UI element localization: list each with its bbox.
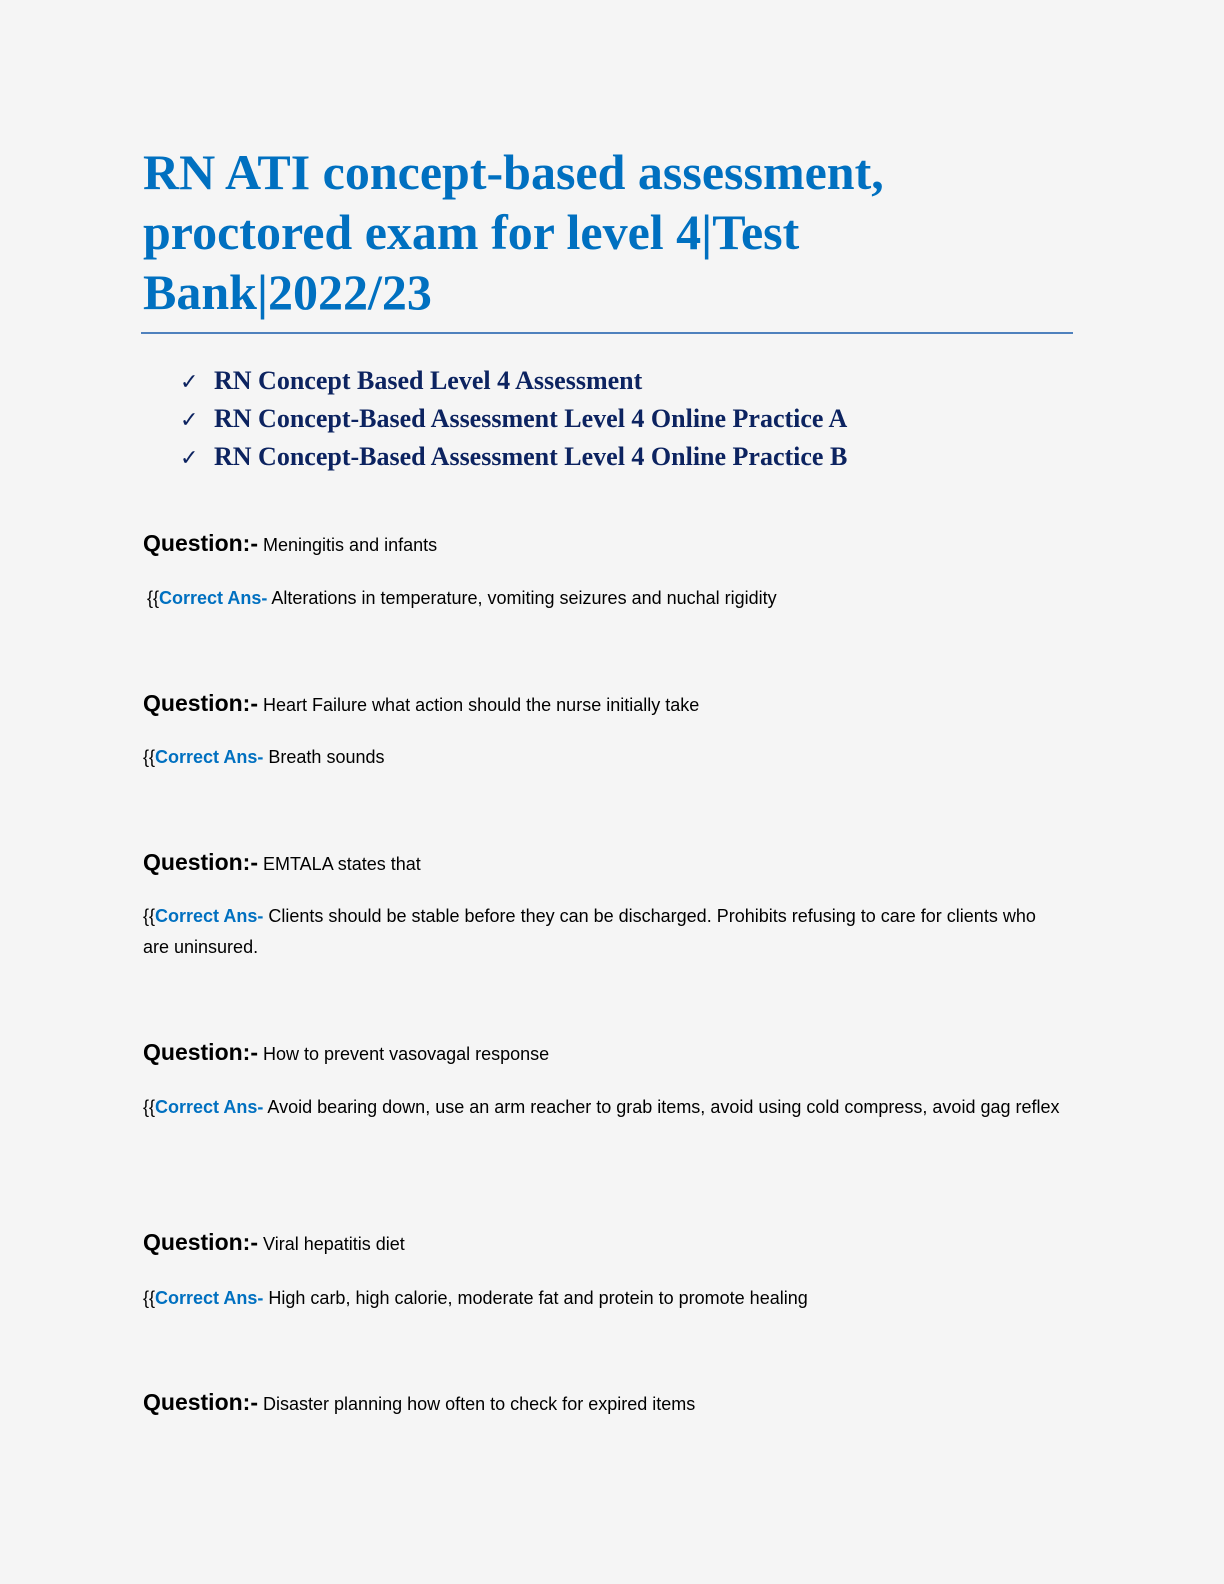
question-text: Disaster planning how often to check for expired items <box>263 1394 696 1414</box>
exam-list <box>180 362 847 476</box>
answer <box>143 742 1063 773</box>
answer-prefix: {{ <box>143 747 156 767</box>
answer <box>143 901 1063 963</box>
question-label: Question:- <box>143 690 258 716</box>
answer-label: Correct Ans- <box>155 747 264 767</box>
question-label: Question:- <box>143 1389 258 1415</box>
list-item-label: RN Concept-Based Assessment Level 4 Online Practice B <box>214 442 848 471</box>
question-label: Question:- <box>143 849 258 875</box>
answer <box>143 1283 1063 1314</box>
question-text: Meningitis and infants <box>263 535 438 555</box>
question-text: EMTALA states that <box>263 854 421 874</box>
check-icon: ✓ <box>180 407 199 432</box>
question <box>143 1389 695 1416</box>
question <box>143 530 437 557</box>
question-label: Question:- <box>143 530 258 556</box>
answer-text: High carb, high calorie, moderate fat and protein to promote healing <box>268 1288 808 1308</box>
question-label: Question:- <box>143 1039 258 1065</box>
answer-label: Correct Ans- <box>155 1097 264 1117</box>
question-text: Viral hepatitis diet <box>263 1234 405 1254</box>
check-icon: ✓ <box>180 369 199 394</box>
answer <box>143 1092 1063 1123</box>
list-item <box>180 400 847 438</box>
document-title: RN ATI concept-based assessment, proctored exam for level 4|Test Bank|2022/23 <box>143 144 884 320</box>
list-item-label: RN Concept Based Level 4 Assessment <box>214 366 643 395</box>
question <box>143 690 699 717</box>
list-item <box>180 438 847 476</box>
question-text: How to prevent vasovagal response <box>263 1044 550 1064</box>
answer-prefix: {{ <box>143 906 156 926</box>
answer-label: Correct Ans- <box>155 1288 264 1308</box>
answer-text: Avoid bearing down, use an arm reacher to grab items, avoid using cold compress, avoid gag reflex <box>267 1097 1060 1117</box>
question-label: Question:- <box>143 1229 258 1255</box>
answer-text: Breath sounds <box>268 747 385 767</box>
list-item-label: RN Concept-Based Assessment Level 4 Online Practice A <box>214 404 848 433</box>
answer-prefix: {{ <box>147 588 160 608</box>
answer-label: Correct Ans- <box>159 588 268 608</box>
check-icon: ✓ <box>180 445 199 470</box>
title-divider <box>141 332 1073 334</box>
answer-prefix: {{ <box>143 1288 156 1308</box>
question <box>143 1039 549 1066</box>
question <box>143 849 421 876</box>
answer-text: Alterations in temperature, vomiting seizures and nuchal rigidity <box>271 588 777 608</box>
answer-prefix: {{ <box>143 1097 156 1117</box>
list-item <box>180 362 847 400</box>
answer <box>147 583 1067 614</box>
answer-text: Clients should be stable before they can be discharged. Prohibits refusing to care for clients who are uninsured. <box>143 906 1036 957</box>
question-text: Heart Failure what action should the nurse initially take <box>263 695 700 715</box>
answer-label: Correct Ans- <box>155 906 264 926</box>
question <box>143 1229 405 1256</box>
